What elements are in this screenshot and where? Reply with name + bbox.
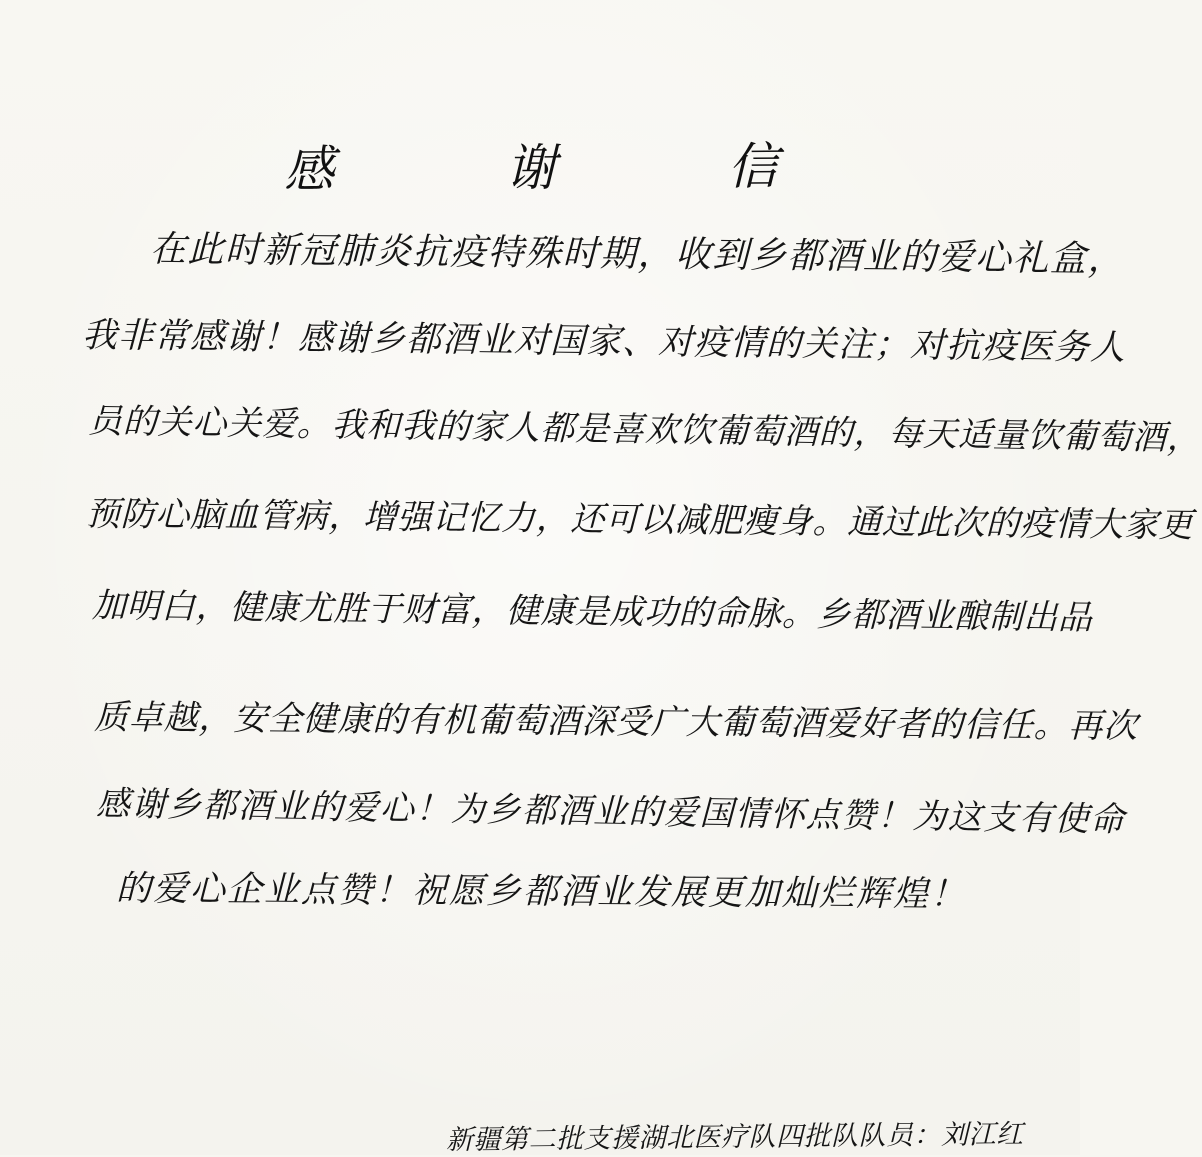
letter-line-3: 员的关心关爱。我和我的家人都是喜欢饮葡萄酒的，每天适量饮葡萄酒， [87, 401, 1202, 459]
letter-line-2: 我非常感谢！感谢乡都酒业对国家、对疫情的关注；对抗疫医务人 [81, 315, 1127, 369]
letter-line-6: 质卓越，安全健康的有机葡萄酒深受广大葡萄酒爱好者的信任。再次 [93, 697, 1139, 747]
letter-line-7: 感谢乡都酒业的爱心！为乡都酒业的爱国情怀点赞！为这支有使命 [95, 783, 1126, 841]
letter-line-8: 的爱心企业点赞！祝愿乡都酒业发展更加灿烂辉煌！ [115, 869, 968, 915]
letter-line-5: 加明白，健康尤胜于财富，健康是成功的命脉。乡都酒业酿制出品 [91, 585, 1093, 639]
letter-title: 感 谢 信 [283, 136, 857, 199]
letter-signature: 新疆第二批支援湖北医疗队四批队队员：刘江红 [445, 1118, 1024, 1157]
letter-line-1: 在此时新冠肺炎抗疫特殊时期，收到乡都酒业的爱心礼盒， [149, 228, 1126, 281]
letter-line-4: 预防心脑血管病，增强记忆力，还可以减肥瘦身。通过此次的疫情大家更 [85, 494, 1194, 546]
